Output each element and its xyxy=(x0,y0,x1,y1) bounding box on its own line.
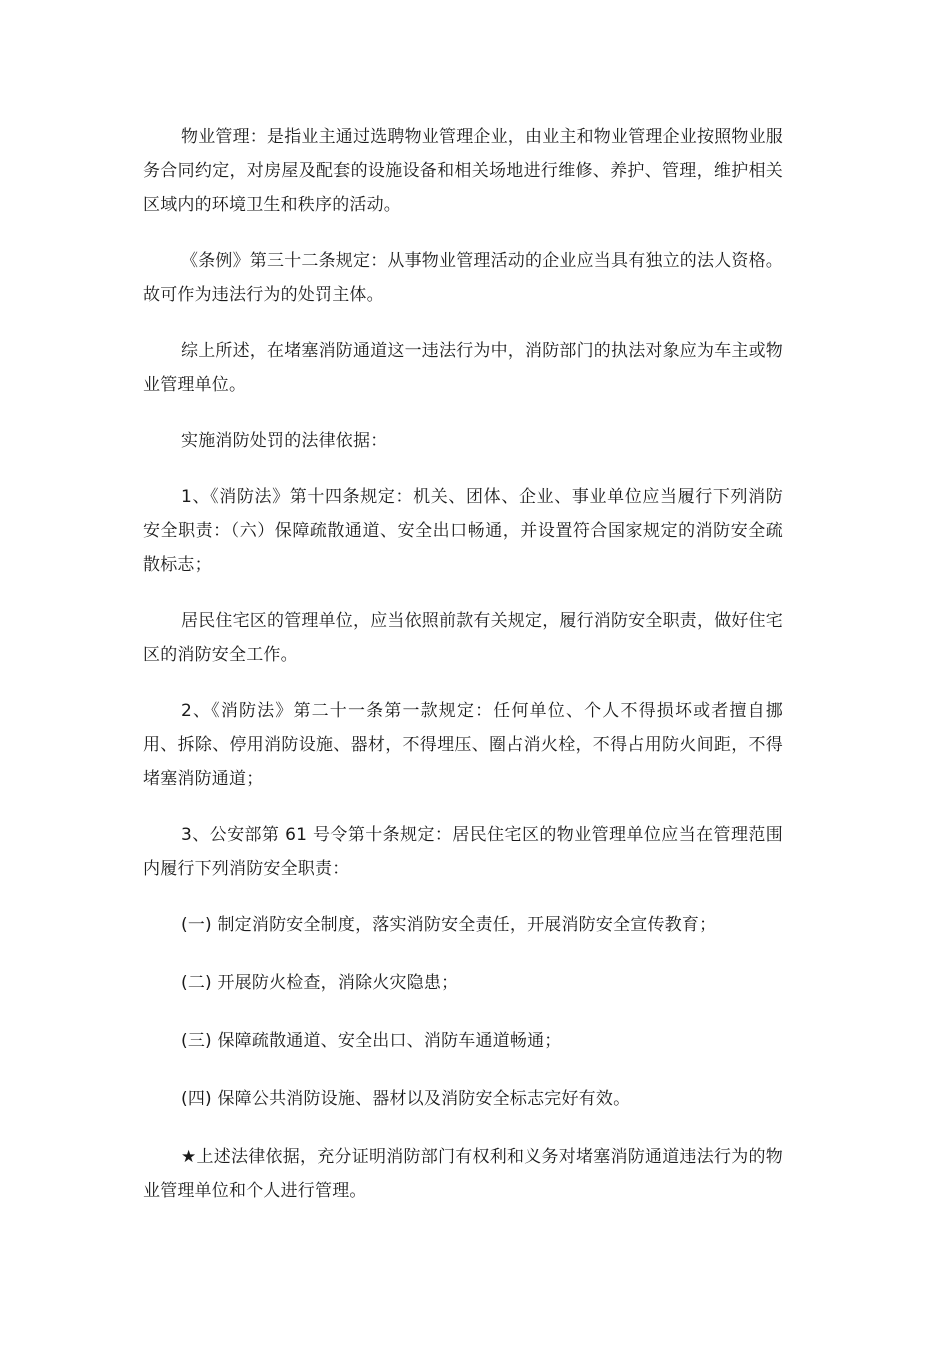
document-body xyxy=(143,120,783,1230)
paragraph-residential-management-duty: 居民住宅区的管理单位，应当依照前款有关规定，履行消防安全职责，做好住宅区的消防安全工作。 xyxy=(143,611,783,665)
list-item-duty-4: (四) 保障公共消防设施、器材以及消防安全标志完好有效。 xyxy=(181,1089,631,1109)
paragraph-order-61-article-10: 3、公安部第 61 号令第十条规定：居民住宅区的物业管理单位应当在管理范围内履行下列消防安全职责： xyxy=(143,825,783,879)
list-item-duty-1: (一) 制定消防安全制度，落实消防安全责任，开展消防安全宣传教育； xyxy=(181,915,717,935)
paragraph-summary: 综上所述，在堵塞消防通道这一违法行为中，消防部门的执法对象应为车主或物业管理单位。 xyxy=(143,341,783,395)
list-item-duty-2: (二) 开展防火检查，消除火灾隐患； xyxy=(181,973,459,993)
list-item-duty-3: (三) 保障疏散通道、安全出口、消防车通道畅通； xyxy=(181,1031,562,1051)
paragraph-legal-basis-heading: 实施消防处罚的法律依据： xyxy=(181,431,388,451)
paragraph-property-management-definition: 物业管理：是指业主通过选聘物业管理企业，由业主和物业管理企业按照物业服务合同约定，对房屋及配套的设施设备和相关场地进行维修、养护、管理，维护相关区域内的环境卫生和秩序的活动。 xyxy=(143,127,783,215)
paragraph-fire-law-article-21: 2、《消防法》第二十一条第一款规定：任何单位、个人不得损坏或者擅自挪用、拆除、停用消防设施、器材，不得埋压、圈占消火栓，不得占用防火间距，不得堵塞消防通道； xyxy=(143,701,783,789)
paragraph-regulation-article-32: 《条例》第三十二条规定：从事物业管理活动的企业应当具有独立的法人资格。故可作为违法行为的处罚主体。 xyxy=(143,251,783,305)
paragraph-fire-law-article-14: 1、《消防法》第十四条规定：机关、团体、企业、事业单位应当履行下列消防安全职责：（六）保障疏散通道、安全出口畅通，并设置符合国家规定的消防安全疏散标志； xyxy=(143,487,783,575)
paragraph-conclusion: ★上述法律依据，充分证明消防部门有权利和义务对堵塞消防通道违法行为的物业管理单位和个人进行管理。 xyxy=(143,1147,783,1201)
